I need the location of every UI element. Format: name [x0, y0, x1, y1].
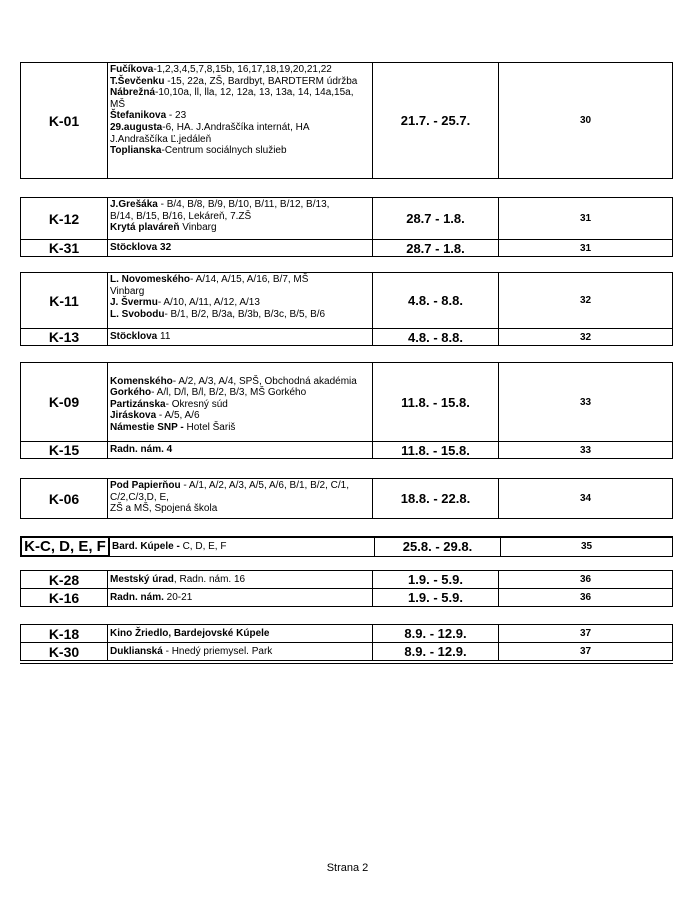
location-line	[110, 364, 370, 376]
schedule-table	[20, 272, 673, 346]
table-row	[21, 479, 673, 519]
location-line: Pod Papierňou - A/1, A/2, A/3, A/5, A/6, B/1, B/2, C/1,	[110, 480, 349, 491]
table-row	[21, 240, 673, 257]
table-row	[21, 571, 673, 589]
location-line: ZŠ a MŠ, Spojená škola	[110, 503, 218, 515]
street-name: Kino Žriedlo, Bardejovské Kúpele	[110, 627, 270, 639]
collection-locations	[108, 198, 373, 240]
date-range: 21.7. - 25.7.	[373, 63, 499, 179]
location-line: Duklianská - Hnedý priemysel. Park	[110, 645, 273, 657]
location-line: L. Svobodu- B/1, B/2, B/3a, B/3b, B/3c, B/5, B/6	[110, 308, 326, 320]
location-line: J. Švermu- A/10, A/11, A/12, A/13	[110, 297, 260, 309]
collection-code: K-28	[21, 571, 108, 589]
street-name: Radn. nám.	[110, 591, 164, 603]
collection-locations	[108, 643, 373, 661]
collection-code: K-13	[21, 329, 108, 346]
collection-locations	[108, 363, 373, 442]
collection-code: K-12	[21, 198, 108, 240]
table-row	[21, 198, 673, 240]
street-name: Partizánska	[110, 398, 166, 410]
location-line: T.Ševčenku -15, 22a, ZŠ, Bardbyt, BARDTERM údržba	[110, 75, 358, 87]
collection-locations	[108, 442, 373, 459]
schedule-table	[20, 197, 673, 257]
location-line	[110, 444, 370, 456]
street-name: Stöcklova 32	[110, 242, 172, 254]
location-line	[110, 628, 370, 640]
week-number: 32	[499, 273, 673, 329]
location-line: L. Novomeského- A/14, A/15, A/16, B/7, MŠ	[110, 274, 309, 285]
date-range: 1.9. - 5.9.	[373, 571, 499, 589]
table-row	[21, 63, 673, 179]
week-number: 30	[499, 63, 673, 179]
week-number: 34	[499, 479, 673, 519]
date-range: 4.8. - 8.8.	[373, 273, 499, 329]
collection-locations	[108, 589, 373, 607]
street-name: Duklianská	[110, 645, 163, 657]
table-row	[21, 273, 673, 329]
schedule-table	[20, 624, 673, 661]
schedule-table	[20, 362, 673, 459]
collection-code: K-15	[21, 442, 108, 459]
week-number: 37	[499, 643, 673, 661]
street-name: Krytá plaváreň	[110, 222, 180, 234]
location-line: Jiráskova - A/5, A/6	[110, 410, 200, 422]
week-number: 35	[501, 537, 673, 556]
date-range: 8.9. - 12.9.	[373, 625, 499, 643]
location-line: Fučíkova-1,2,3,4,5,7,8,15b, 16,17,18,19,20,21,22	[110, 64, 332, 75]
location-line: Nábrežná-10,10a, ll, lla, 12, 12a, 13, 13a, 14, 14a,15a,	[110, 87, 354, 99]
table-row	[21, 363, 673, 442]
date-range: 8.9. - 12.9.	[373, 643, 499, 661]
date-range: 11.8. - 15.8.	[373, 363, 499, 442]
collection-code: K-01	[21, 63, 108, 179]
collection-locations	[108, 625, 373, 643]
street-name: J.Grešáka	[110, 199, 158, 210]
street-name: Nábrežná	[110, 87, 156, 99]
schedule-table	[20, 570, 673, 607]
schedule-table	[20, 536, 673, 557]
table-row	[21, 643, 673, 661]
collection-locations	[108, 273, 373, 329]
collection-locations	[108, 63, 373, 179]
week-number: 33	[499, 442, 673, 459]
street-name: L. Novomeského	[110, 274, 191, 285]
collection-code: K-16	[21, 589, 108, 607]
location-line: Gorkého- A/l, D/l, B/l, B/2, B/3, MŠ Gorkého	[110, 387, 307, 399]
schedule-table	[20, 62, 673, 179]
street-name: L. Svobodu	[110, 308, 165, 320]
table-row	[21, 537, 673, 556]
schedule-table	[20, 478, 673, 519]
date-range: 11.8. - 15.8.	[373, 442, 499, 459]
location-line: Vinbarg	[110, 285, 145, 297]
week-number: 37	[499, 625, 673, 643]
collection-code: K-06	[21, 479, 108, 519]
street-name: T.Ševčenku	[110, 75, 165, 87]
location-line: Radn. nám. 20-21	[110, 591, 193, 603]
street-name: Pod Papierňou	[110, 480, 181, 491]
week-number: 36	[499, 571, 673, 589]
street-name: Toplianska	[110, 145, 162, 157]
week-number: 33	[499, 363, 673, 442]
collection-locations	[109, 537, 375, 556]
date-range: 18.8. - 22.8.	[373, 479, 499, 519]
location-line: Bard. Kúpele - C, D, E, F	[112, 540, 227, 552]
page-bottom-rule	[20, 663, 673, 664]
street-name: Gorkého	[110, 387, 152, 399]
table-row	[21, 442, 673, 459]
date-range: 25.8. - 29.8.	[375, 537, 501, 556]
collection-code: K-18	[21, 625, 108, 643]
table-row	[21, 329, 673, 346]
location-line: Štefanikova - 23	[110, 110, 187, 122]
collection-code: K-C, D, E, F	[21, 537, 109, 556]
table-row	[21, 589, 673, 607]
location-line: C/2,C/3,D, E,	[110, 491, 169, 503]
street-name: Mestský úrad	[110, 573, 174, 585]
street-name: Komenského	[110, 375, 173, 387]
week-number: 31	[499, 240, 673, 257]
collection-code: K-09	[21, 363, 108, 442]
collection-locations	[108, 329, 373, 346]
date-range: 4.8. - 8.8.	[373, 329, 499, 346]
week-number: 36	[499, 589, 673, 607]
street-name: Jiráskova	[110, 410, 157, 422]
location-line: J.Andraščíka Ľ.jedáleň	[110, 133, 212, 145]
week-number: 32	[499, 329, 673, 346]
location-line: B/14, B/15, B/16, Lekáreň, 7.ZŠ	[110, 210, 252, 222]
street-name: 29.augusta	[110, 121, 163, 133]
location-line: Mestský úrad, Radn. nám. 16	[110, 573, 246, 585]
street-name: Námestie SNP -	[110, 421, 187, 433]
location-line	[110, 242, 370, 254]
page-footer: Strana 2	[326, 862, 369, 874]
collection-code: K-11	[21, 273, 108, 329]
location-line: Komenského- A/2, A/3, A/4, SPŠ, Obchodná akadémia	[110, 375, 357, 387]
location-line: Stöcklova 11	[110, 331, 171, 343]
location-line: Toplianska-Centrum sociálnych služieb	[110, 145, 287, 157]
date-range: 28.7 - 1.8.	[373, 198, 499, 240]
collection-code: K-31	[21, 240, 108, 257]
street-name: Štefanikova	[110, 110, 167, 122]
table-row	[21, 625, 673, 643]
collection-locations	[108, 479, 373, 519]
street-name: Radn. nám. 4	[110, 444, 173, 456]
date-range: 28.7 - 1.8.	[373, 240, 499, 257]
location-line: Partizánska- Okresný súd	[110, 398, 228, 410]
street-name: Bard. Kúpele -	[112, 540, 183, 552]
collection-locations	[108, 571, 373, 589]
location-line: MŠ	[110, 98, 125, 110]
collection-code: K-30	[21, 643, 108, 661]
street-name: Fučíkova	[110, 64, 154, 75]
location-line: J.Grešáka - B/4, B/8, B/9, B/10, B/11, B/12, B/13,	[110, 199, 330, 210]
location-line: Námestie SNP - Hotel Šariš	[110, 421, 236, 433]
location-line: 29.augusta-6, HA. J.Andraščíka internát, HA	[110, 121, 310, 133]
collection-locations	[108, 240, 373, 257]
week-number: 31	[499, 198, 673, 240]
date-range: 1.9. - 5.9.	[373, 589, 499, 607]
location-line: Krytá plaváreň Vinbarg	[110, 222, 217, 234]
street-name: J. Švermu	[110, 297, 158, 309]
street-name: Stöcklova	[110, 331, 158, 343]
